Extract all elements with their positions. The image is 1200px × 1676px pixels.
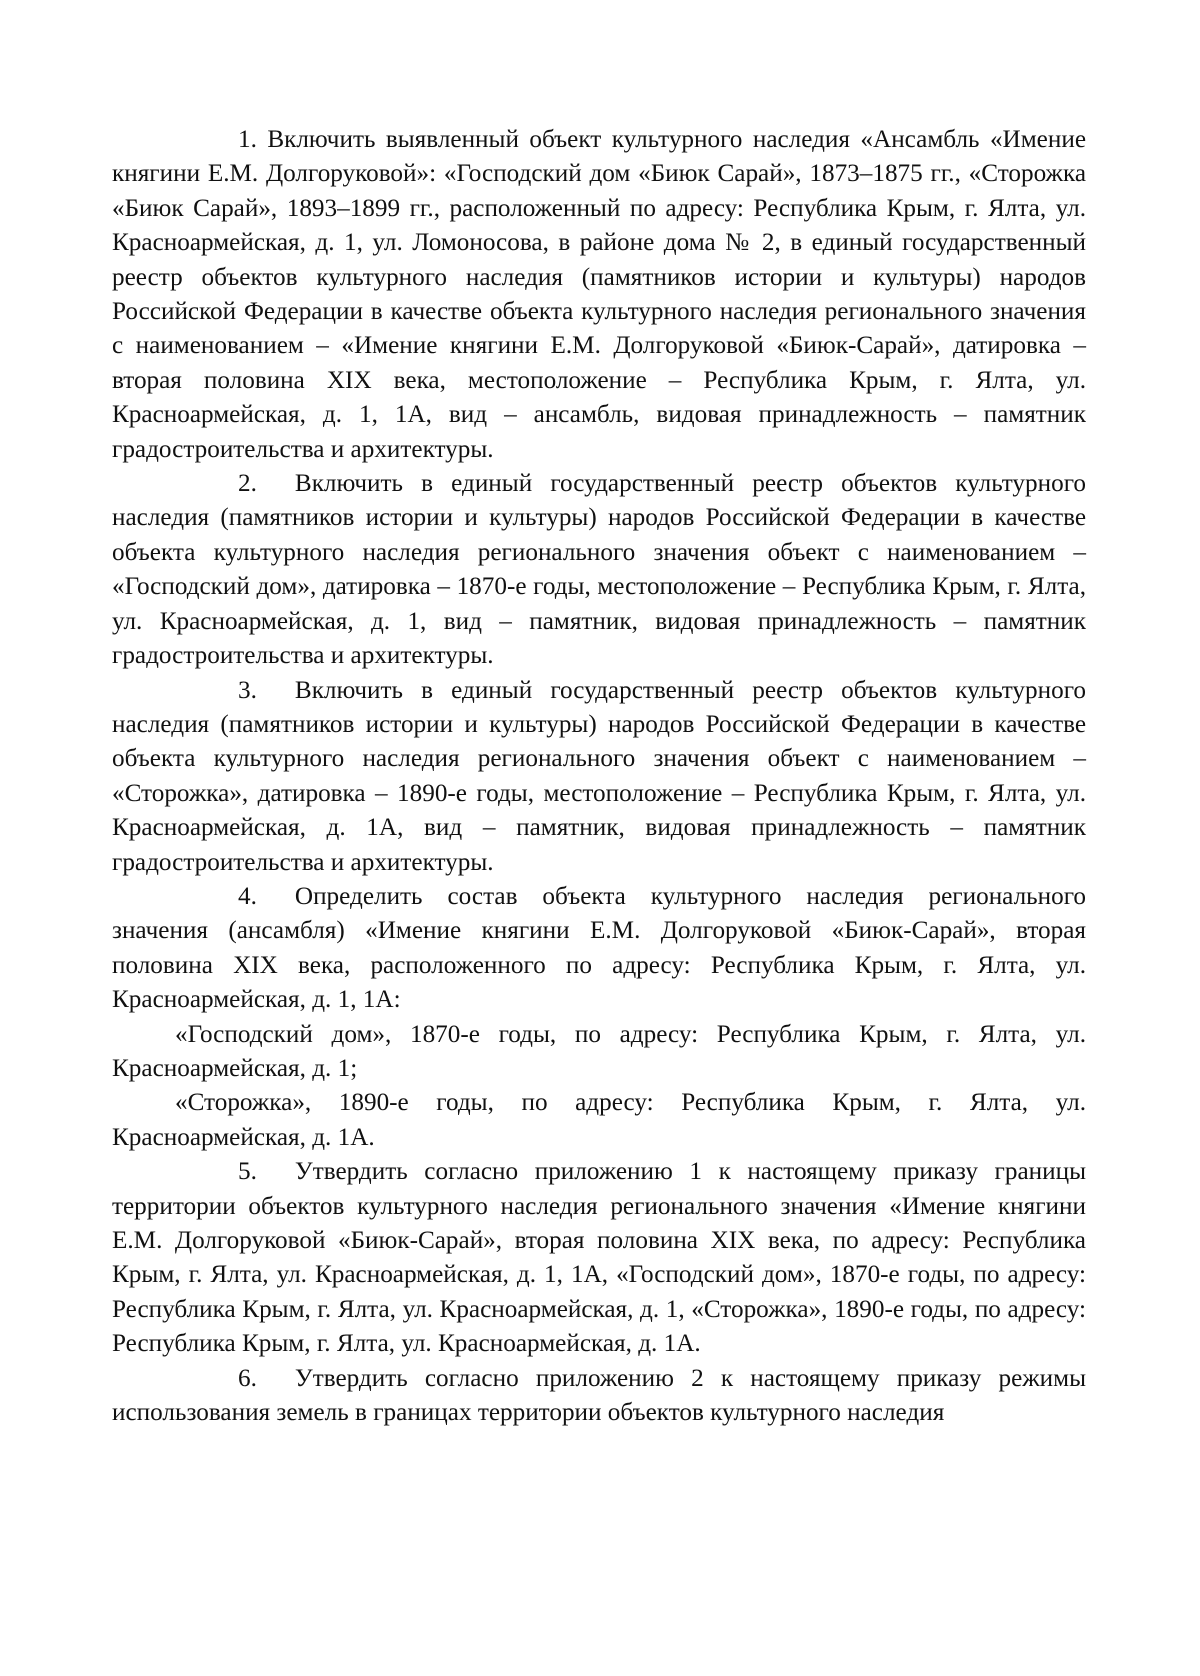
paragraph-2	[112, 467, 1086, 673]
paragraph-4-number: 4.	[238, 882, 257, 910]
paragraph-1	[112, 123, 1086, 467]
paragraph-3-number: 3.	[238, 676, 257, 704]
paragraph-4-item-1	[112, 1018, 1086, 1087]
paragraph-5-text: Утвердить согласно приложению 1 к настоящему приказу границы территории объектов культурного наследия регионального значения «Имение княгини Е.М. Долгоруковой «Биюк-Сарай», вторая половина XIX века, по адресу: Республика Крым, г. Ялта, ул. Красноармейская, д. 1, 1А, «Господский дом», 1870-е годы, по адресу: Республика Крым, г. Ялта, ул. Красноармейская, д. 1, «Сторожка», 1890-е годы, по адресу: Республика Крым, г. Ялта, ул. Красноармейская, д. 1А.	[112, 1158, 1086, 1358]
paragraph-2-text: Включить в единый государственный реестр объектов культурного наследия (памятников истории и культуры) народов Российской Федерации в качестве объекта культурного наследия регионального значения объект с наименованием – «Господский дом», датировка – 1870-е годы, местоположение – Республика Крым, г. Ялта, ул. Красноармейская, д. 1, вид – памятник, видовая принадлежность – памятник градостроительства и архитектуры.	[112, 470, 1086, 670]
paragraph-6	[112, 1362, 1086, 1431]
paragraph-2-number: 2.	[238, 470, 257, 498]
paragraph-1-number: 1.	[238, 126, 257, 153]
paragraph-6-text: Утвердить согласно приложению 2 к настоящему приказу режимы использования земель в границах территории объектов культурного наследия	[112, 1364, 1086, 1427]
paragraph-5-number: 5.	[238, 1158, 257, 1186]
document-page	[112, 123, 1086, 1430]
paragraph-4-item-2	[112, 1086, 1086, 1155]
paragraph-3	[112, 674, 1086, 880]
paragraph-4-text: Определить состав объекта культурного наследия регионального значения (ансамбля) «Имение княгини Е.М. Долгоруковой «Биюк-Сарай», вторая половина XIX века, расположенного по адресу: Республика Крым, г. Ялта, ул. Красноармейская, д. 1, 1А:	[112, 882, 1086, 1014]
paragraph-4	[112, 880, 1086, 1018]
paragraph-4-item-2-text: «Сторожка», 1890-е годы, по адресу: Республика Крым, г. Ялта, ул. Красноармейская, д. 1А.	[112, 1089, 1086, 1151]
paragraph-5	[112, 1155, 1086, 1361]
paragraph-4-item-1-text: «Господский дом», 1870-е годы, по адресу: Республика Крым, г. Ялта, ул. Красноармейская, д. 1;	[112, 1020, 1086, 1082]
paragraph-1-text: Включить выявленный объект культурного наследия «Ансамбль «Имение княгини Е.М. Долгоруковой»: «Господский дом «Биюк Сарай», 1873–1875 гг., «Сторожка «Биюк Сарай», 1893–1899 гг., расположенный по адресу: Республика Крым, г. Ялта, ул. Красноармейская, д. 1, ул. Ломоносова, в районе дома № 2, в единый государственный реестр объектов культурного наследия (памятников истории и культуры) народов Российской Федерации в качестве объекта культурного наследия регионального значения с наименованием – «Имение княгини Е.М. Долгоруковой «Биюк-Сарай», датировка – вторая половина XIX века, местоположение – Республика Крым, г. Ялта, ул. Красноармейская, д. 1, 1А, вид – ансамбль, видовая принадлежность – памятник градостроительства и архитектуры.	[112, 126, 1086, 463]
paragraph-3-text: Включить в единый государственный реестр объектов культурного наследия (памятников истории и культуры) народов Российской Федерации в качестве объекта культурного наследия регионального значения объект с наименованием – «Сторожка», датировка – 1890-е годы, местоположение – Республика Крым, г. Ялта, ул. Красноармейская, д. 1А, вид – памятник, видовая принадлежность – памятник градостроительства и архитектуры.	[112, 676, 1086, 876]
paragraph-6-number: 6.	[238, 1364, 257, 1392]
